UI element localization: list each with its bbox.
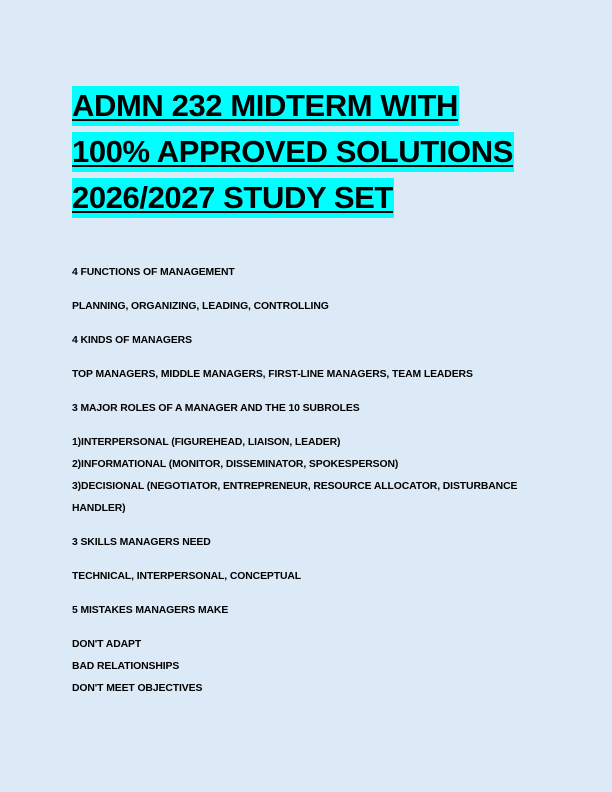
title-line: 2026/2027 STUDY SET bbox=[72, 178, 394, 218]
document-body bbox=[72, 262, 542, 712]
text-line: 4 FUNCTIONS OF MANAGEMENT bbox=[72, 267, 235, 278]
document-header bbox=[72, 84, 542, 222]
text-line: 3 SKILLS MANAGERS NEED bbox=[72, 537, 211, 548]
text-line: 3 MAJOR ROLES OF A MANAGER AND THE 10 SUBROLES bbox=[72, 403, 360, 414]
answer bbox=[72, 566, 542, 588]
text-line: 5 MISTAKES MANAGERS MAKE bbox=[72, 605, 229, 616]
text-line: BAD RELATIONSHIPS bbox=[72, 661, 180, 672]
question bbox=[72, 600, 542, 622]
text-line: 3)DECISIONAL (NEGOTIATOR, ENTREPRENEUR, RESOURCE ALLOCATOR, DISTURBANCE bbox=[72, 481, 518, 492]
text-line: 2)INFORMATIONAL (MONITOR, DISSEMINATOR, SPOKESPERSON) bbox=[72, 459, 399, 470]
question bbox=[72, 330, 542, 352]
text-line: TOP MANAGERS, MIDDLE MANAGERS, FIRST-LINE MANAGERS, TEAM LEADERS bbox=[72, 369, 473, 380]
answer bbox=[72, 364, 542, 386]
document-title bbox=[72, 84, 542, 222]
answer bbox=[72, 432, 542, 520]
text-line: HANDLER) bbox=[72, 503, 126, 514]
answer bbox=[72, 296, 542, 318]
text-line: 1)INTERPERSONAL (FIGUREHEAD, LIAISON, LEADER) bbox=[72, 437, 341, 448]
title-line: ADMN 232 MIDTERM WITH bbox=[72, 86, 459, 126]
text-line: TECHNICAL, INTERPERSONAL, CONCEPTUAL bbox=[72, 571, 302, 582]
question bbox=[72, 398, 542, 420]
text-line: 4 KINDS OF MANAGERS bbox=[72, 335, 192, 346]
question bbox=[72, 532, 542, 554]
text-line: PLANNING, ORGANIZING, LEADING, CONTROLLING bbox=[72, 301, 329, 312]
question bbox=[72, 262, 542, 284]
title-line: 100% APPROVED SOLUTIONS bbox=[72, 132, 514, 172]
text-line: DON'T MEET OBJECTIVES bbox=[72, 683, 203, 694]
answer bbox=[72, 634, 542, 700]
text-line: DON'T ADAPT bbox=[72, 639, 142, 650]
